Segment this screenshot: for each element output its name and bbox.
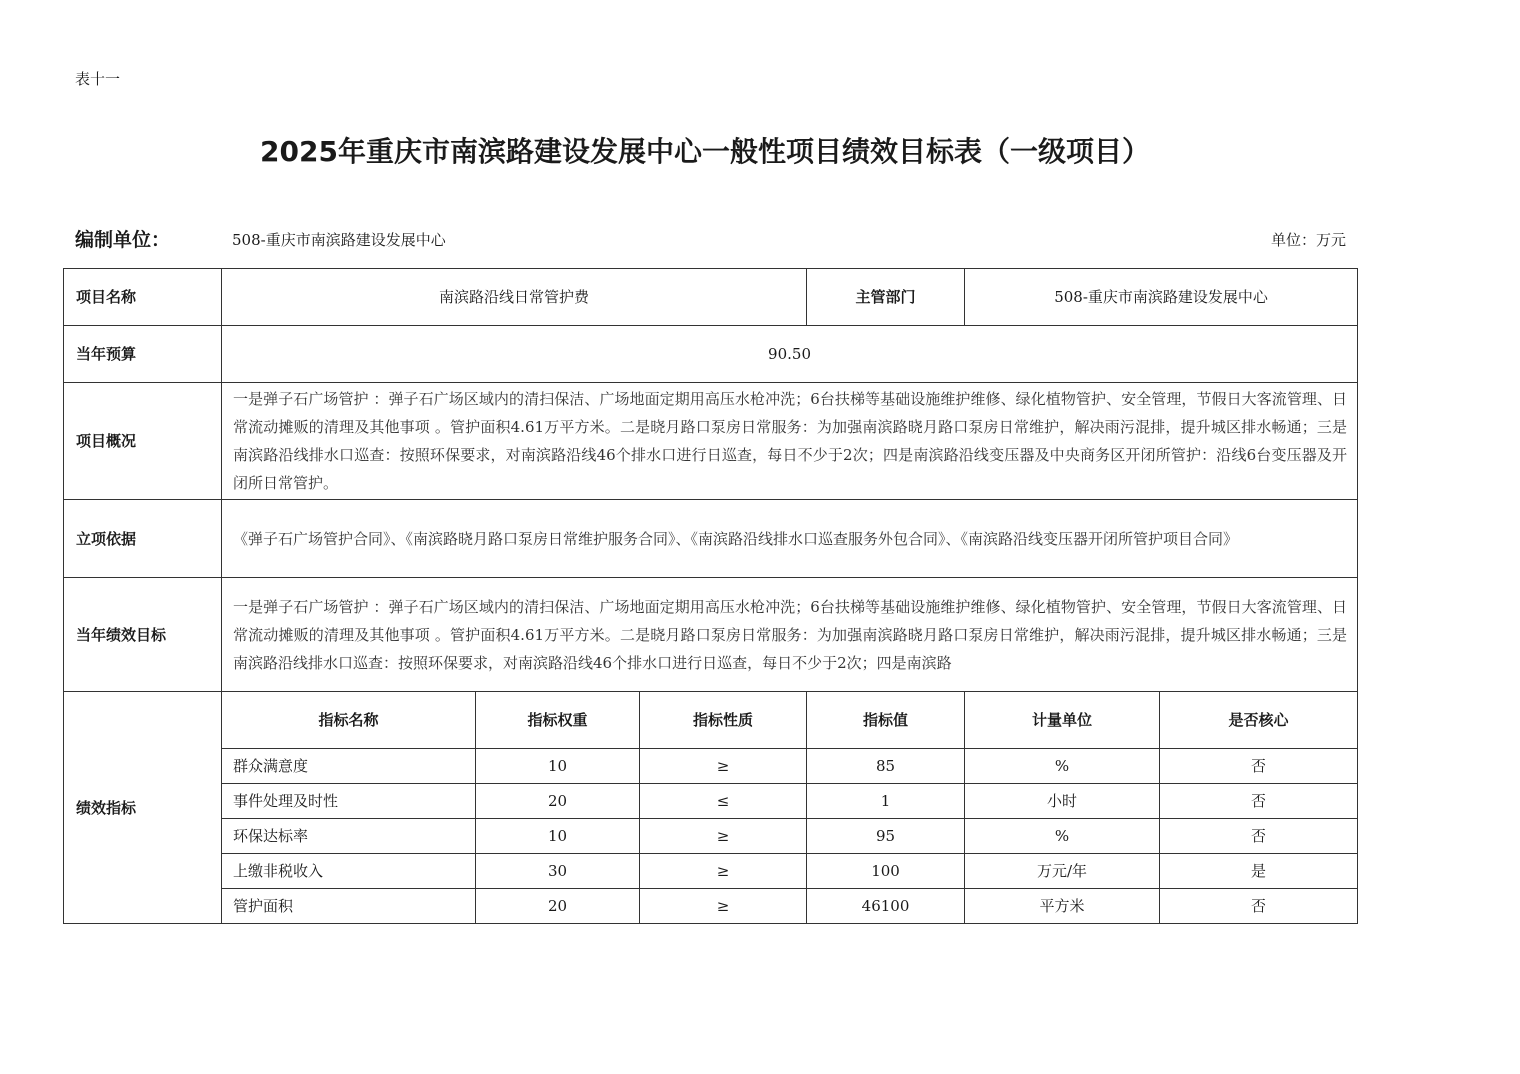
indicator-core: 否 xyxy=(1160,749,1358,784)
dept-label: 主管部门 xyxy=(807,269,965,326)
indicator-name: 群众满意度 xyxy=(222,749,476,784)
unit-label: 单位：万元 xyxy=(1270,231,1346,249)
table-row xyxy=(64,889,1358,924)
indicator-name: 管护面积 xyxy=(222,889,476,924)
indicator-unit: 万元/年 xyxy=(965,854,1160,889)
org-label: 编制单位： xyxy=(75,229,171,251)
indicator-unit: 小时 xyxy=(965,784,1160,819)
org-value: 508-重庆市南滨路建设发展中心 xyxy=(232,231,446,249)
indicator-core: 是 xyxy=(1160,854,1358,889)
table-row xyxy=(64,854,1358,889)
overview-text: 一是弹子石广场管护 ：弹子石广场区域内的清扫保洁、广场地面定期用高压水枪冲洗；6台扶梯等基础设施维护维修、绿化植物管护、安全管理，节假日大客流管理、日常流动摊贩的清理及其他事项 。管护面积4.61万平方米。二是晓月路口泵房日常服务：为加强南滨路晓月路口泵房日常维护，解决雨污混排，提升城区排水畅通；三是南滨路沿线排水口巡查：按照环保要求，对南滨路沿线46个排水口进行日巡查，每日不少于2次；四是南滨路沿线变压器及中央商务区开闭所管护：沿线6台变压器及开闭所日常管护。 xyxy=(222,383,1358,500)
indicator-name: 事件处理及时性 xyxy=(222,784,476,819)
indicator-value: 100 xyxy=(807,854,965,889)
header-core: 是否核心 xyxy=(1160,692,1358,749)
indicator-nature: ≥ xyxy=(640,749,807,784)
indicator-core: 否 xyxy=(1160,819,1358,854)
goal-text: 一是弹子石广场管护 ：弹子石广场区域内的清扫保洁、广场地面定期用高压水枪冲洗；6台扶梯等基础设施维护维修、绿化植物管护、安全管理，节假日大客流管理、日常流动摊贩的清理及其他事项 。管护面积4.61万平方米。二是晓月路口泵房日常服务：为加强南滨路晓月路口泵房日常维护，解决雨污混排，提升城区排水畅通；三是南滨路沿线排水口巡查：按照环保要求，对南滨路沿线46个排水口进行日巡查，每日不少于2次；四是南滨路 xyxy=(222,578,1358,692)
indicator-weight: 10 xyxy=(476,749,640,784)
indicator-nature: ≤ xyxy=(640,784,807,819)
basis-text: 《弹子石广场管护合同》、《南滨路晓月路口泵房日常维护服务合同》、《南滨路沿线排水口巡查服务外包合同》、《南滨路沿线变压器开闭所管护项目合同》 xyxy=(222,500,1358,578)
performance-table xyxy=(63,268,1358,924)
header-unit: 计量单位 xyxy=(965,692,1160,749)
project-name-label: 项目名称 xyxy=(64,269,222,326)
table-row xyxy=(64,749,1358,784)
indicator-value: 46100 xyxy=(807,889,965,924)
indicators-label: 绩效指标 xyxy=(64,692,222,924)
header-weight: 指标权重 xyxy=(476,692,640,749)
table-row xyxy=(64,819,1358,854)
indicator-nature: ≥ xyxy=(640,889,807,924)
indicator-nature: ≥ xyxy=(640,854,807,889)
indicator-name: 环保达标率 xyxy=(222,819,476,854)
overview-label: 项目概况 xyxy=(64,383,222,500)
table-row xyxy=(64,784,1358,819)
indicator-unit: 平方米 xyxy=(965,889,1160,924)
budget-value: 90.50 xyxy=(222,326,1358,383)
indicator-value: 95 xyxy=(807,819,965,854)
indicator-nature: ≥ xyxy=(640,819,807,854)
dept-value: 508-重庆市南滨路建设发展中心 xyxy=(965,269,1358,326)
indicator-value: 1 xyxy=(807,784,965,819)
goal-label: 当年绩效目标 xyxy=(64,578,222,692)
indicator-weight: 30 xyxy=(476,854,640,889)
project-name-value: 南滨路沿线日常管护费 xyxy=(222,269,807,326)
indicator-value: 85 xyxy=(807,749,965,784)
indicator-core: 否 xyxy=(1160,784,1358,819)
indicator-weight: 20 xyxy=(476,889,640,924)
indicator-unit: % xyxy=(965,749,1160,784)
header-nature: 指标性质 xyxy=(640,692,807,749)
table-number: 表十一 xyxy=(75,70,121,88)
budget-label: 当年预算 xyxy=(64,326,222,383)
indicator-core: 否 xyxy=(1160,889,1358,924)
indicator-weight: 20 xyxy=(476,784,640,819)
header-value: 指标值 xyxy=(807,692,965,749)
basis-label: 立项依据 xyxy=(64,500,222,578)
indicator-weight: 10 xyxy=(476,819,640,854)
page-title: 2025年重庆市南滨路建设发展中心一般性项目绩效目标表（一级项目） xyxy=(260,135,1150,168)
header-indicator-name: 指标名称 xyxy=(222,692,476,749)
indicator-unit: % xyxy=(965,819,1160,854)
indicator-name: 上缴非税收入 xyxy=(222,854,476,889)
